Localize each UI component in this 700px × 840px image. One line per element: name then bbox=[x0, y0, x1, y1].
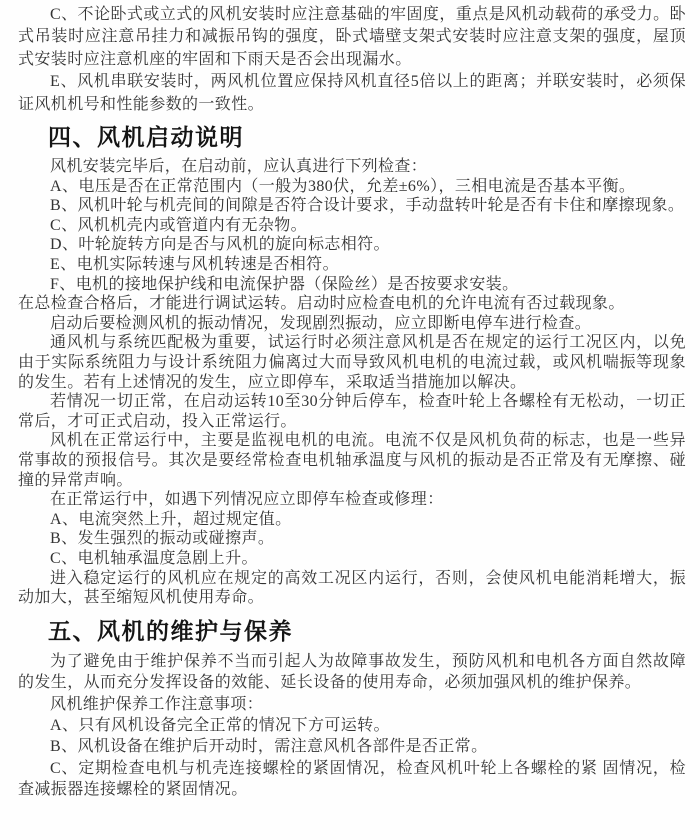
list-item-e-installation: E、风机串联安装时，两风机位置应保持风机直径5倍以上的距离；并联安装时，必须保证风机机号和性能参数的一致性。 bbox=[18, 73, 686, 113]
list-item-check-motor-speed: E、电机实际转速与风机转速是否相符。 bbox=[50, 256, 339, 273]
section-fan-startup bbox=[18, 122, 686, 608]
section-heading-startup: 四、风机启动说明 bbox=[48, 124, 244, 151]
list-item-periodic-bolt-inspection: C、定期检查电机与机壳连接螺栓的紧固情况，检查风机叶轮上各螺栓的紧 固情况，检查减振器连接螺栓的紧固情况。 bbox=[18, 759, 686, 799]
list-item-run-only-when-normal: A、只有风机设备完全正常的情况下方可运转。 bbox=[50, 716, 390, 734]
section-fan-maintenance bbox=[18, 616, 686, 801]
paragraph-trial-run: 在总检查合格后，才能进行调试运转。启动时应检查电机的允许电流有否过载现象。 bbox=[18, 295, 625, 313]
installation-notes-block bbox=[18, 4, 686, 116]
list-item-check-ground-protection: F、电机的接地保护线和电流保护器（保险丝）是否按要求安装。 bbox=[50, 275, 519, 293]
list-item-c-installation: C、不论卧式或立式的风机安装时应注意基础的牢固度，重点是风机动载荷的承受力。卧式吊装时应注意吊挂力和减振吊钩的强度，卧式墙壁支架式安装时应注意支架的强度，屋顶式安装时应注意机座的牢固和下雨天是否会出现漏水。 bbox=[18, 6, 686, 68]
list-item-check-impeller-clearance: B、风机叶轮与机壳间的间隙是否符合设计要求，手动盘转叶轮是否有卡住和摩擦现象。 bbox=[50, 197, 685, 215]
section-heading-maintenance: 五、风机的维护与保养 bbox=[48, 617, 293, 644]
paragraph-stop-conditions-intro: 在正常运行中，如遇下列情况应立即停车检查或修理： bbox=[50, 491, 444, 509]
paragraph-bolt-check-after-run: 若情况一切正常，在启动运转10至30分钟后停车，检查叶轮上各螺栓有无松动，一切正常后，才可正式启动，投入正常运行。 bbox=[18, 393, 686, 430]
paragraph-maintenance-purpose: 为了避免由于维护保养不当而引起人为故障事故发生，预防风机和电机各方面自然故障的发生，从而充分发挥设备的效能、延长设备的使用寿命，必须加强风机的维护保养。 bbox=[18, 652, 686, 692]
list-item-current-rise: A、电流突然上升，超过规定值。 bbox=[50, 510, 292, 528]
list-item-check-rotation-direction: D、叶轮旋转方向是否与风机的旋向标志相符。 bbox=[50, 236, 390, 254]
paragraph-stable-operation-zone: 进入稳定运行的风机应在规定的高效工况区内运行，否则，会使风机电能消耗增大，振动加大，甚至缩短风机使用寿命。 bbox=[18, 569, 686, 607]
paragraph-system-matching: 通风机与系统匹配极为重要，试运行时必须注意风机是否在规定的运行工况区内，以免由于实际系统阻力与设计系统阻力偏离过大而导致风机电机的电流过载，或风机喘振等现象的发生。若有上述情况的发生，应立即停车，采取适当措施加以解决。 bbox=[18, 334, 686, 391]
paragraph-maintenance-notes-intro: 风机维护保养工作注意事项： bbox=[50, 695, 264, 713]
list-item-strong-vibration: B、发生强烈的振动或碰擦声。 bbox=[50, 530, 275, 548]
list-item-bearing-temperature: C、电机轴承温度急剧上升。 bbox=[50, 549, 258, 567]
paragraph-pre-start-checklist-intro: 风机安装完毕后，在启动前，应认真进行下列检查： bbox=[50, 158, 428, 176]
paragraph-normal-operation-monitoring: 风机在正常运行中，主要是监视电机的电流。电流不仅是风机负荷的标志，也是一些异常事故的预报信号。其次是要经常检查电机轴承温度与风机的振动是否正常及有无摩擦、碰撞的异常声响。 bbox=[18, 432, 686, 489]
list-item-check-debris: C、风机机壳内或管道内有无杂物。 bbox=[50, 216, 308, 234]
list-item-check-voltage: A、电压是否在正常范围内（一般为380伏，允差±6%），三相电流是否基本平衡。 bbox=[50, 177, 636, 195]
paragraph-vibration-check: 启动后要检测风机的振动情况，发现剧烈振动，应立即断电停车进行检查。 bbox=[50, 314, 592, 332]
list-item-check-after-maintenance: B、风机设备在维护后开动时，需注意风机各部件是否正常。 bbox=[50, 738, 488, 756]
